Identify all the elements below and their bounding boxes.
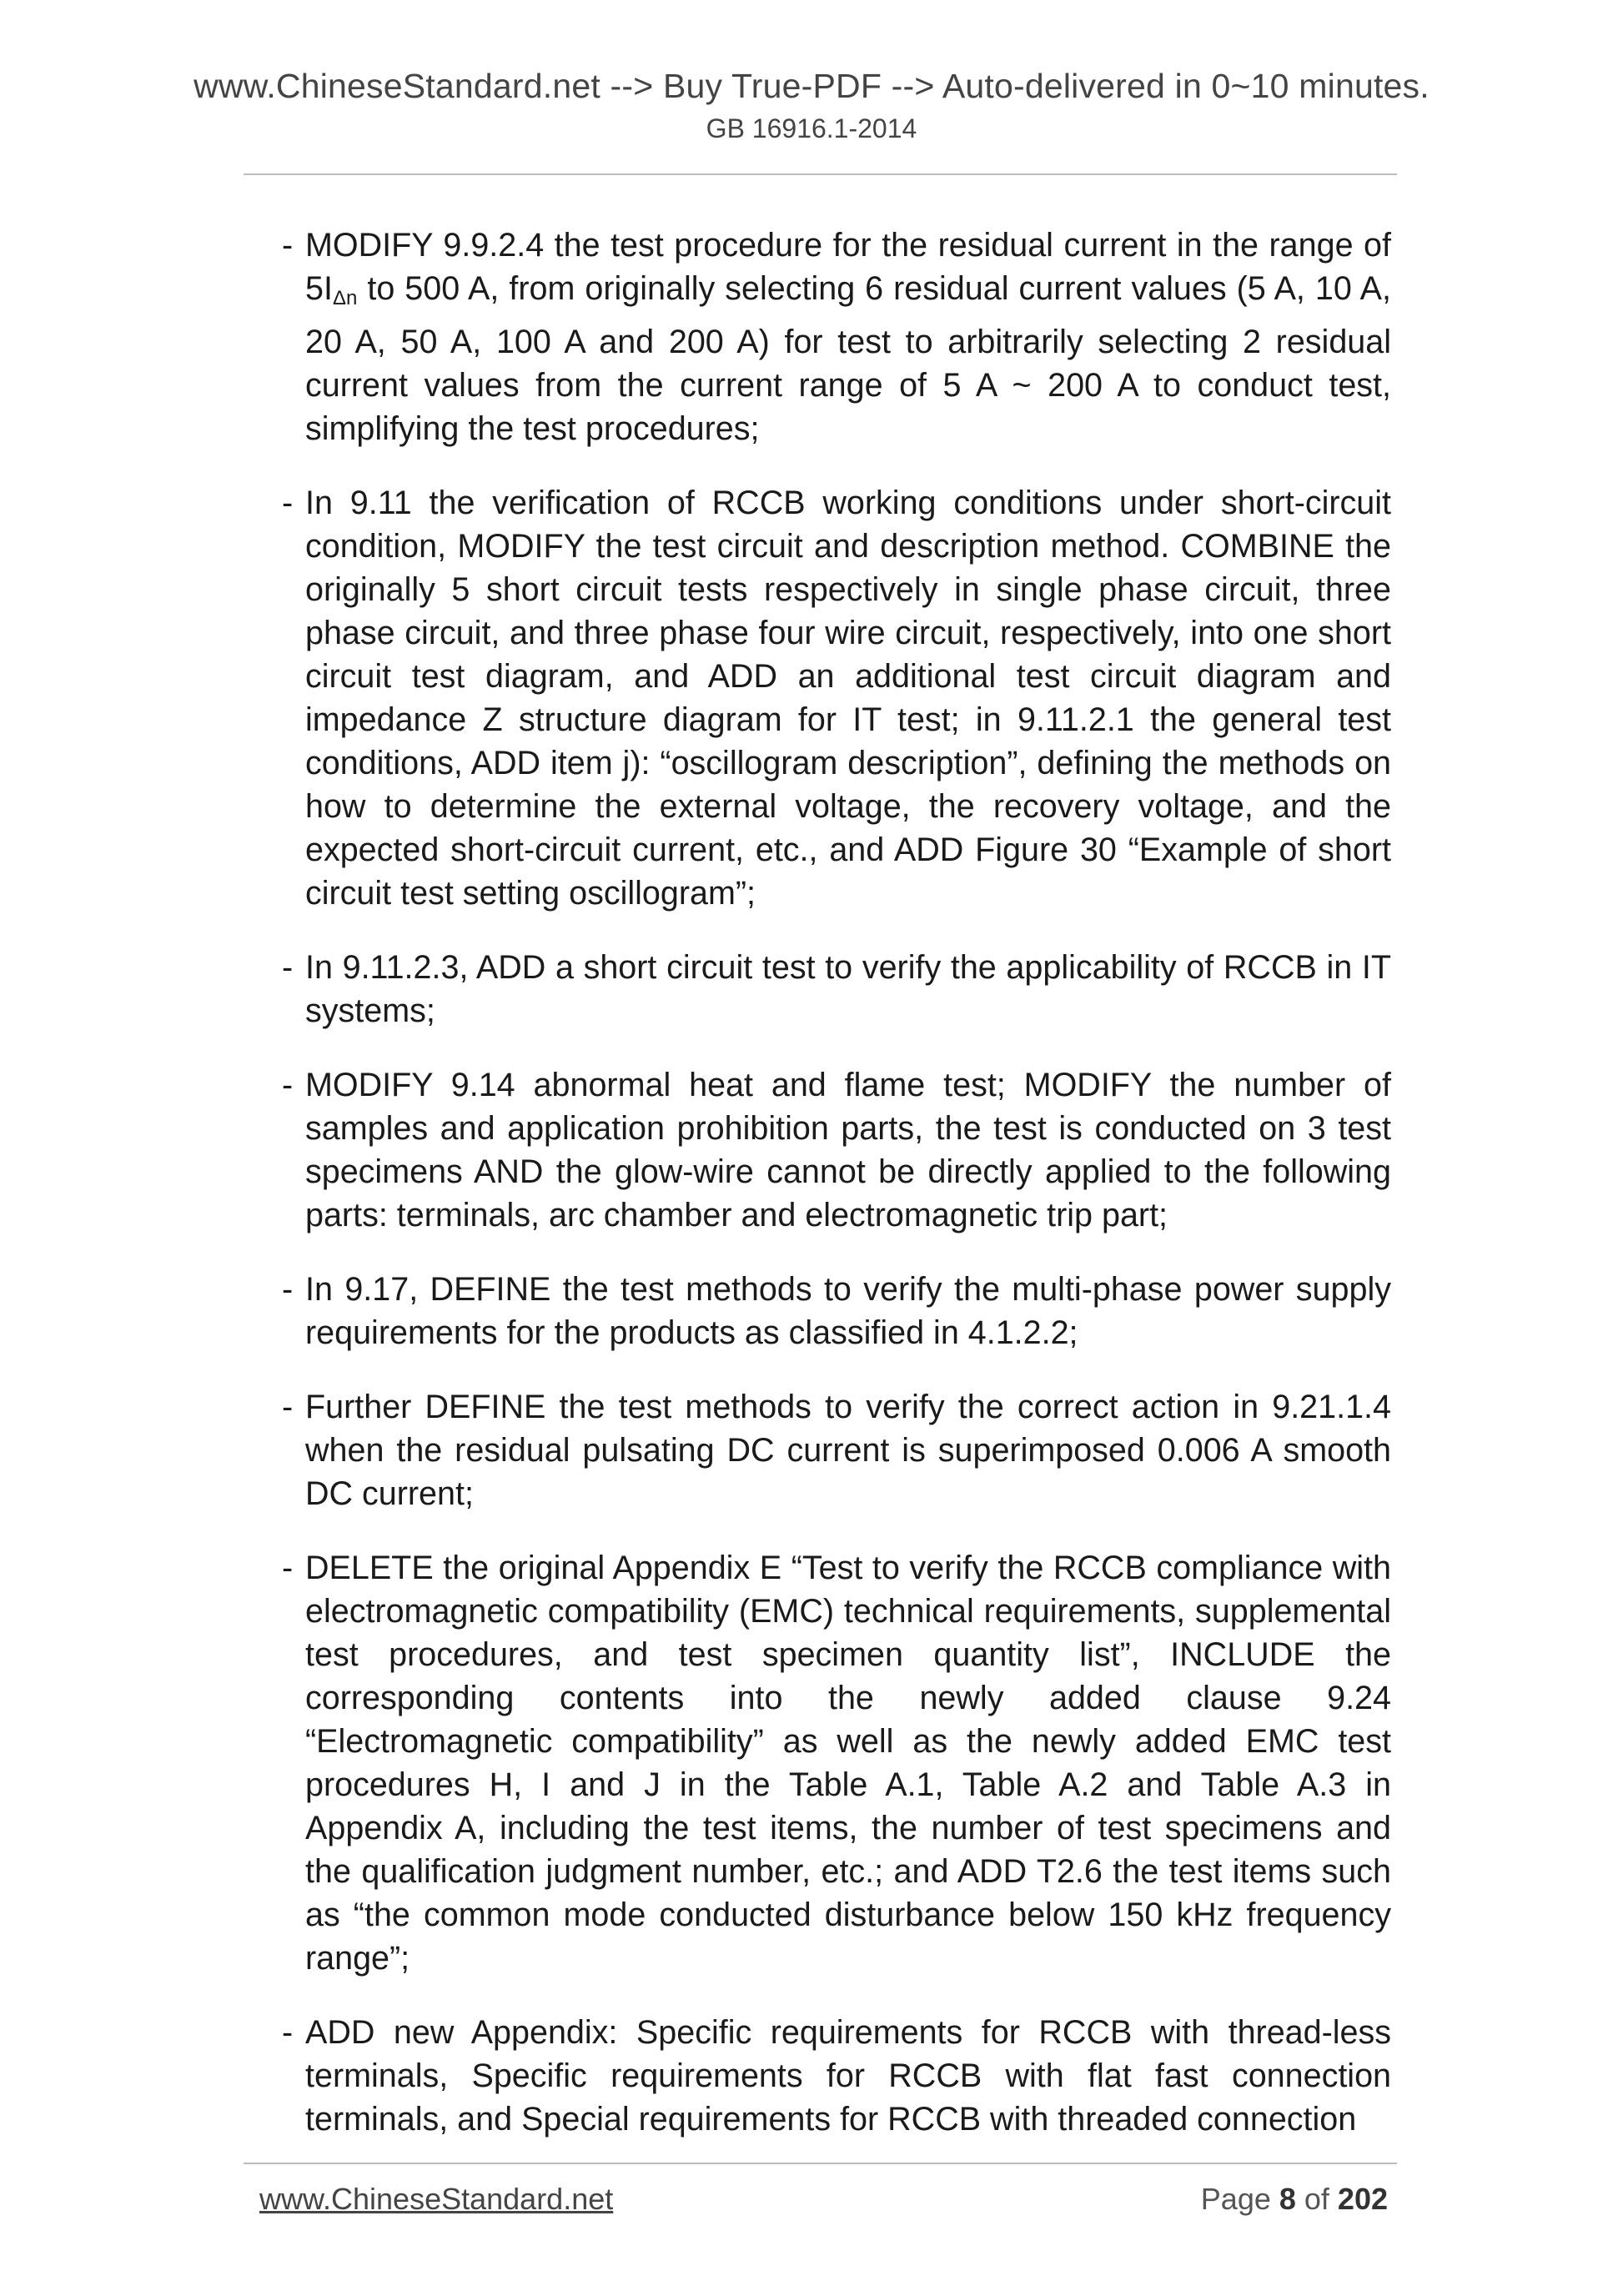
header-divider: [244, 173, 1397, 175]
standard-number: GB 16916.1-2014: [706, 113, 917, 143]
list-bullet: -: [282, 485, 294, 521]
list-item: [282, 2011, 1391, 2141]
current-page: 8: [1279, 2182, 1296, 2216]
list-item-text: [305, 227, 1391, 447]
list-item-text: DELETE the original Appendix E “Test to verify the RCCB compliance with electromagnetic compatibility (EMC) technical requirements, supplemental test procedures, and test specimen quantity list”, INCLUDE the corresponding contents into the newly added clause 9.24 “Electromagnetic compatibility” as well as the newly added EMC test procedures H, I and J in the Table A.1, Table A.2 and Table A.3 in Appendix A, including the test items, the number of test specimens and the qualification judgment number, etc.; and ADD T2.6 the test items such as “the common mode conducted disturbance below 150 kHz frequency range”;: [305, 1550, 1391, 1977]
list-item: [282, 224, 1391, 450]
total-pages: 202: [1337, 2182, 1388, 2216]
page-of: of: [1295, 2182, 1338, 2216]
list-bullet: -: [282, 2014, 294, 2051]
list-bullet: -: [282, 1550, 294, 1586]
list-item: [282, 1546, 1391, 1980]
page-number: [1201, 2181, 1388, 2218]
footer-divider: [244, 2163, 1397, 2164]
list-item-text: ADD new Appendix: Specific requirements for RCCB with thread-less terminals, Specific requirements for RCCB with flat fast connection terminals, and Special requirements for RCCB with threaded connection: [305, 2014, 1391, 2138]
list-item-text: In 9.11.2.3, ADD a short circuit test to verify the applicability of RCCB in IT systems;: [305, 949, 1391, 1029]
list-item: [282, 946, 1391, 1032]
list-bullet: -: [282, 949, 294, 986]
page-header: [0, 65, 1623, 147]
list-item: [282, 1268, 1391, 1354]
footer-website-link[interactable]: www.ChineseStandard.net: [259, 2182, 614, 2216]
list-item: [282, 1063, 1391, 1237]
list-item-text: In 9.11 the verification of RCCB working conditions under short-circuit condition, MODIFY the test circuit and description method. COMBINE the originally 5 short circuit tests respectively in single phase circuit, three phase circuit, and three phase four wire circuit, respectively, into one short circuit test diagram, and ADD an additional test circuit diagram and impedance Z structure diagram for IT test; in 9.11.2.1 the general test conditions, ADD item j): “oscillogram description”, defining the methods on how to determine the external voltage, the recovery voltage, and the expected short-circuit current, etc., and ADD Figure 30 “Example of short circuit test setting oscillogram”;: [305, 485, 1391, 912]
list-item-text-part: to 500 A, from originally selecting 6 residual current values (5 A, 10 A, 20 A, 50 A, 100 A and 200 A) for test to arbitrarily selecting 2 residual current values from the current range of 5 A ~ 200 A to conduct test, simplifying the test procedures;: [305, 270, 1391, 447]
list-item-text: MODIFY 9.14 abnormal heat and flame test; MODIFY the number of samples and application prohibition parts, the test is conducted on 3 test specimens AND the glow-wire cannot be directly applied to the following parts: terminals, arc chamber and electromagnetic trip part;: [305, 1067, 1391, 1233]
list-item: [282, 481, 1391, 915]
list-item-text: In 9.17, DEFINE the test methods to verify the multi-phase power supply requirements for the products as classified in 4.1.2.2;: [305, 1271, 1391, 1351]
list-item: [282, 1385, 1391, 1515]
list-bullet: -: [282, 227, 294, 264]
list-item-text: Further DEFINE the test methods to verify the correct action in 9.21.1.4 when the residual pulsating DC current is superimposed 0.006 A smooth DC current;: [305, 1389, 1391, 1512]
page-prefix: Page: [1200, 2182, 1279, 2216]
subscript: Δn: [332, 287, 358, 309]
list-bullet: -: [282, 1271, 294, 1308]
list-bullet: -: [282, 1389, 294, 1425]
list-item-text-part: MODIFY 9.9.2.4 the test procedure for the residual current in the range of 5I: [305, 227, 1391, 307]
list-bullet: -: [282, 1067, 294, 1103]
header-banner[interactable]: www.ChineseStandard.net --> Buy True-PDF --> Auto-delivered in 0~10 minutes.: [193, 67, 1430, 105]
document-body: [282, 224, 1391, 2172]
